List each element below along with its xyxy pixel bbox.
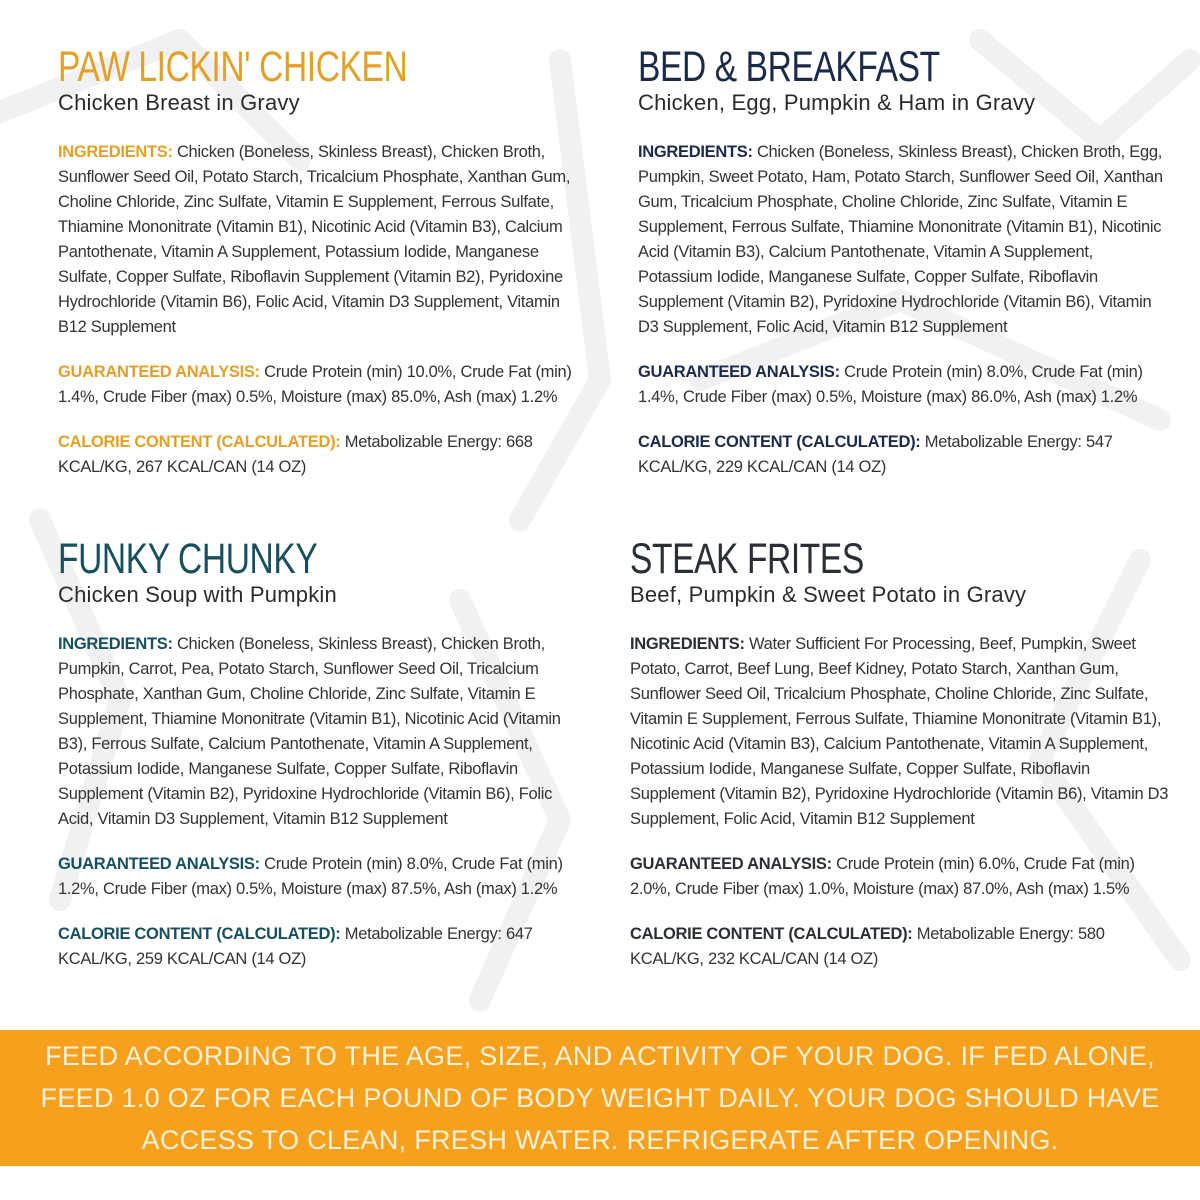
ingredients-label: INGREDIENTS: (630, 635, 745, 653)
ingredients-text (58, 140, 588, 340)
product-card-funky-chunky (58, 536, 588, 992)
analysis-label: GUARANTEED ANALYSIS: (630, 855, 832, 873)
analysis-text (638, 360, 1168, 410)
product-subtitle: Chicken Breast in Gravy (58, 90, 300, 115)
product-subtitle: Chicken, Egg, Pumpkin & Ham in Gravy (638, 90, 1036, 115)
analysis-label: GUARANTEED ANALYSIS: (638, 363, 840, 381)
calorie-value: Metabolizable Energy: 580 KCAL/KG, 232 KCAL/CAN (14 OZ) (630, 925, 1105, 968)
product-card-paw-lickin-chicken (58, 44, 588, 500)
calorie-label: CALORIE CONTENT (CALCULATED): (58, 925, 341, 943)
calorie-label: CALORIE CONTENT (CALCULATED): (638, 433, 921, 451)
analysis-label: GUARANTEED ANALYSIS: (58, 855, 260, 873)
calorie-text (58, 430, 588, 480)
ingredients-text (58, 632, 588, 832)
analysis-value: Crude Protein (min) 10.0%, Crude Fat (min) 1.4%, Crude Fiber (max) 0.5%, Moisture (max) 85.0%, Ash (max) 1.2% (58, 363, 572, 406)
feeding-instructions-banner (0, 1030, 1200, 1166)
calorie-text (630, 922, 1170, 972)
calorie-value: Metabolizable Energy: 647 KCAL/KG, 259 KCAL/CAN (14 OZ) (58, 925, 533, 968)
calorie-label: CALORIE CONTENT (CALCULATED): (630, 925, 913, 943)
ingredients-label: INGREDIENTS: (58, 143, 173, 161)
ingredients-value: Chicken (Boneless, Skinless Breast), Chicken Broth, Egg, Pumpkin, Sweet Potato, Ham, Potato Starch, Sunflower Seed Oil, Xanthan Gum, Tricalcium Phosphate, Choline Chloride, Zinc Sulfate, Vitamin E Supplement, Ferrous Sulfate, Thiamine Mononitrate (Vitamin B1), Nicotinic Acid (Vitamin B3), Calcium Pantothenate, Vitamin A Supplement, Potassium Iodide, Manganese Sulfate, Copper Sulfate, Riboflavin Supplement (Vitamin B2), Pyridoxine Hydrochloride (Vitamin B6), Vitamin D3 Supplement, Folic Acid, Vitamin B12 Supplement (638, 143, 1163, 336)
ingredients-text (630, 632, 1170, 832)
calorie-value: Metabolizable Energy: 547 KCAL/KG, 229 KCAL/CAN (14 OZ) (638, 433, 1113, 476)
ingredients-value: Chicken (Boneless, Skinless Breast), Chicken Broth, Pumpkin, Carrot, Pea, Potato Starch, Sunflower Seed Oil, Tricalcium Phosphate, Xanthan Gum, Choline Chloride, Zinc Sulfate, Vitamin E Supplement, Thiamine Mononitrate (Vitamin B1), Nicotinic Acid (Vitamin B3), Ferrous Sulfate, Calcium Pantothenate, Vitamin A Supplement, Potassium Iodide, Manganese Sulfate, Copper Sulfate, Riboflavin Supplement (Vitamin B2), Pyridoxine Hydrochloride (Vitamin B6), Folic Acid, Vitamin D3 Supplement, Vitamin B12 Supplement (58, 635, 561, 828)
analysis-value: Crude Protein (min) 8.0%, Crude Fat (min) 1.4%, Crude Fiber (max) 0.5%, Moisture (max) 86.0%, Ash (max) 1.2% (638, 363, 1143, 406)
feeding-instructions-text: FEED ACCORDING TO THE AGE, SIZE, AND ACTIVITY OF YOUR DOG. IF FED ALONE, FEED 1.0 OZ FOR EACH POUND OF BODY WEIGHT DAILY. YOUR DOG SHOULD HAVE ACCESS TO CLEAN, FRESH WATER. REFRIGERATE AFTER OPENING. (40, 1041, 1160, 1155)
analysis-text (630, 852, 1170, 902)
product-card-steak-frites (630, 536, 1170, 992)
ingredients-value: Chicken (Boneless, Skinless Breast), Chicken Broth, Sunflower Seed Oil, Potato Starch, Tricalcium Phosphate, Xanthan Gum, Choline Chloride, Zinc Sulfate, Vitamin E Supplement, Ferrous Sulfate, Thiamine Mononitrate (Vitamin B1), Nicotinic Acid (Vitamin B3), Calcium Pantothenate, Vitamin A Supplement, Potassium Iodide, Manganese Sulfate, Copper Sulfate, Riboflavin Supplement (Vitamin B2), Pyridoxine Hydrochloride (Vitamin B6), Folic Acid, Vitamin D3 Supplement, Vitamin B12 Supplement (58, 143, 571, 336)
calorie-text (58, 922, 588, 972)
analysis-value: Crude Protein (min) 6.0%, Crude Fat (min) 2.0%, Crude Fiber (max) 1.0%, Moisture (max) 87.0%, Ash (max) 1.5% (630, 855, 1135, 898)
product-title: BED & BREAKFAST (638, 43, 940, 91)
analysis-value: Crude Protein (min) 8.0%, Crude Fat (min) 1.2%, Crude Fiber (max) 0.5%, Moisture (max) 87.5%, Ash (max) 1.2% (58, 855, 563, 898)
ingredients-label: INGREDIENTS: (58, 635, 173, 653)
analysis-text (58, 852, 588, 902)
ingredients-value: Water Sufficient For Processing, Beef, Pumpkin, Sweet Potato, Carrot, Beef Lung, Beef Kidney, Potato Starch, Xanthan Gum, Sunflower Seed Oil, Tricalcium Phosphate, Choline Chloride, Zinc Sulfate, Vitamin E Supplement, Ferrous Sulfate, Thiamine Mononitrate (Vitamin B1), Nicotinic Acid (Vitamin B3), Calcium Pantothenate, Vitamin A Supplement, Potassium Iodide, Manganese Sulfate, Copper Sulfate, Riboflavin Supplement (Vitamin B2), Pyridoxine Hydrochloride (Vitamin B6), Vitamin D3 Supplement, Folic Acid, Vitamin B12 Supplement (630, 635, 1169, 828)
analysis-text (58, 360, 588, 410)
ingredients-label: INGREDIENTS: (638, 143, 753, 161)
calorie-label: CALORIE CONTENT (CALCULATED): (58, 433, 341, 451)
product-card-bed-and-breakfast (638, 44, 1168, 500)
calorie-value: Metabolizable Energy: 668 KCAL/KG, 267 KCAL/CAN (14 OZ) (58, 433, 533, 476)
analysis-label: GUARANTEED ANALYSIS: (58, 363, 260, 381)
calorie-text (638, 430, 1168, 480)
product-subtitle: Chicken Soup with Pumpkin (58, 582, 337, 607)
product-title: PAW LICKIN' CHICKEN (58, 43, 408, 91)
product-title: FUNKY CHUNKY (58, 535, 318, 583)
ingredients-text (638, 140, 1168, 340)
product-title: STEAK FRITES (630, 535, 864, 583)
product-subtitle: Beef, Pumpkin & Sweet Potato in Gravy (630, 582, 1027, 607)
